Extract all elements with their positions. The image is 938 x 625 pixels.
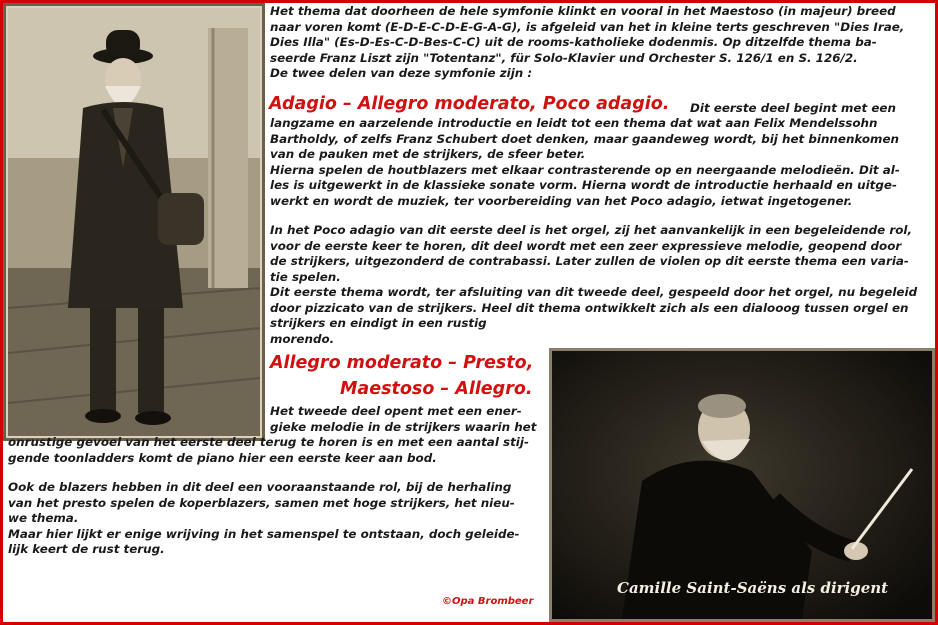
- part2-line: voor de eerste keer te horen, dit deel wordt met een zeer expressieve melodie, geopend door: [270, 238, 902, 253]
- part2-line: tie spelen.: [270, 269, 341, 284]
- part2-line: de strijkers, uitgezonderd de contrabassi. Later zullen de violen op dit eerste thema een varia-: [270, 254, 909, 268]
- part2-line: door pizzicato van de strijkers. Heel dit thema ontwikkelt zich als een dialooog tussen orgel en: [270, 300, 909, 315]
- part1-line: langzame en aarzelende introductie en leidt tot een thema dat wat aan Felix Mendelssohn: [270, 116, 878, 130]
- portrait-illustration: [8, 8, 260, 436]
- part2-line: Dit eerste thema wordt, ter afsluiting van dit tweede deel, gespeeld door het orgel, nu begeleid: [270, 285, 918, 299]
- intro-line: De twee delen van deze symfonie zijn :: [270, 66, 533, 80]
- conductor-photo: [549, 348, 935, 622]
- part3-line: onrustige gevoel van het eerste deel terug te horen is en met een aantal stij-: [8, 435, 529, 449]
- intro-line: Het thema dat doorheen de hele symfonie klinkt en vooral in het Maestoso (in majeur) breed: [270, 4, 896, 18]
- part4-line: lijk keert de rust terug.: [8, 542, 165, 556]
- part1-line: Bartholdy, of zelfs Franz Schubert doet denken, maar gaandeweg wordt, bij het binnenkomen: [270, 131, 899, 146]
- part1-line: van de pauken met de strijkers, de sfeer beter.: [270, 147, 586, 161]
- photo-caption: Camille Saint-Saëns als dirigent: [617, 579, 889, 597]
- part4-line: we thema.: [8, 511, 79, 525]
- heading-part-one-continuation: Dit eerste deel begint met een: [690, 101, 896, 115]
- intro-line: naar voren komt (E-D-E-C-D-E-G-A-G), is afgeleid van het in kleine terts geschreven "Dies Irae,: [270, 19, 905, 34]
- part4-line: Ook de blazers hebben in dit deel een vooraanstaande rol, bij de herhaling: [8, 480, 512, 494]
- heading-part-two-line1: Allegro moderato – Presto,: [270, 353, 534, 373]
- part2-line: In het Poco adagio van dit eerste deel is het orgel, zij het aanvankelijk in een begeleidende rol,: [270, 223, 912, 237]
- intro-line: Dies Illa" (Es-D-Es-C-D-Bes-C-C) uit de rooms-katholieke dodenmis. Op ditzelfde thema ba-: [270, 35, 877, 49]
- copyright-signature: ©Opa Brombeer: [442, 596, 534, 607]
- part3-line: gende toonladders komt de piano hier een eerste keer aan bod.: [8, 450, 437, 465]
- part2-line: morendo.: [270, 331, 335, 346]
- part1-line: les is uitgewerkt in de klassieke sonate vorm. Hierna wordt de introductie herhaald en uitge-: [270, 178, 897, 192]
- portrait-photo-standing: [6, 6, 262, 438]
- part1-line: Hierna spelen de houtblazers met elkaar contrasterende op en neergaande melodieën. Dit al-: [270, 162, 900, 177]
- heading-part-two-line2: Maestoso – Allegro.: [340, 379, 533, 399]
- intro-line: seerde Franz Liszt zijn "Totentanz", für Solo-Klavier und Orchester S. 126/1 en S. 126/2.: [270, 50, 858, 65]
- part2-line: strijkers en eindigt in een rustig: [270, 316, 487, 330]
- heading-part-one: Adagio – Allegro moderato, Poco adagio.: [269, 94, 670, 114]
- part1-line: werkt en wordt de muziek, ter voorbereiding van het Poco adagio, ietwat ingetogener.: [270, 193, 853, 208]
- part3-line: Het tweede deel opent met een ener-: [270, 404, 522, 418]
- part4-line: Maar hier lijkt er enige wrijving in het samenspel te ontstaan, doch geleide-: [8, 526, 520, 541]
- part4-line: van het presto spelen de koperblazers, samen met hoge strijkers, het nieu-: [8, 495, 515, 510]
- part3-line: gieke melodie in de strijkers waarin het: [270, 419, 537, 434]
